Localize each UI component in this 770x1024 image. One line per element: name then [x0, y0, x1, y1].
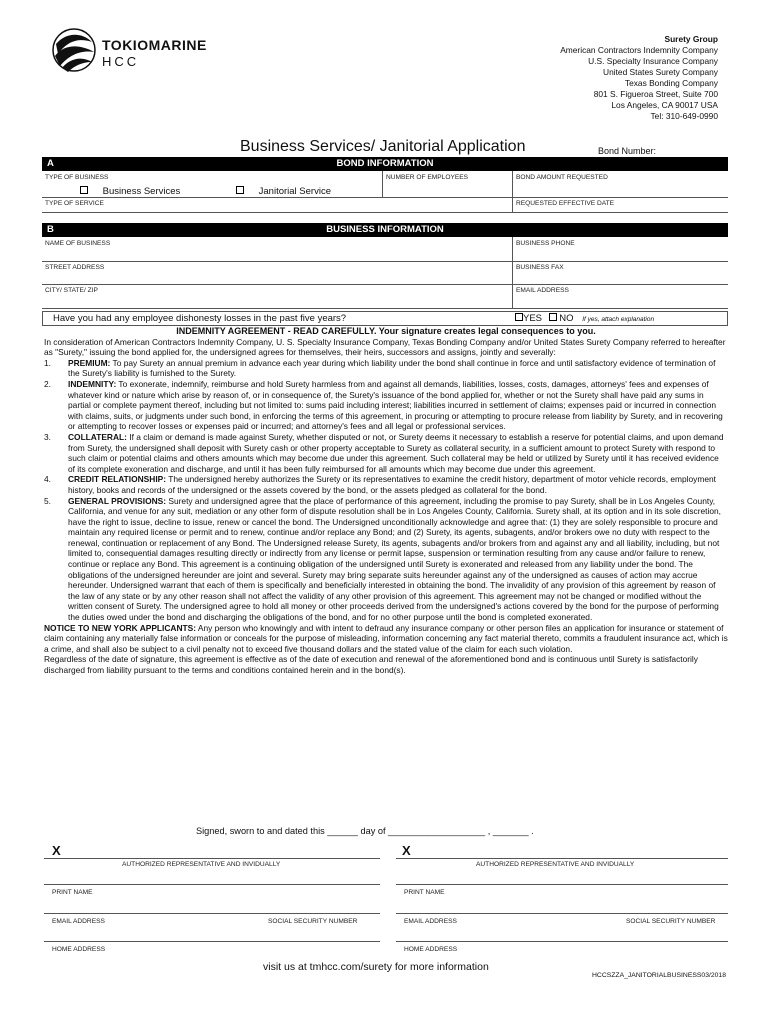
business-information-grid — [42, 237, 728, 309]
website-link[interactable]: visit us at tmhcc.com/surety for more information — [263, 961, 489, 973]
option-label: Janitorial Service — [258, 186, 331, 197]
company-logo — [52, 24, 252, 84]
business-fax-label: BUSINESS FAX — [516, 264, 564, 271]
divider — [512, 171, 513, 212]
email-line[interactable] — [396, 913, 728, 914]
agreement-item: 5. GENERAL PROVISIONS: Surety and undersigned agree that the place of performance of this agreement, including the promise to pay Surety, shall be in Los Angeles County, California, and venue for any suit, mediation or any other form of dispute resolution shall be in Los Angeles County, California. Surety shall, at its option and in its sole discretion, have the right to issue, decline to issue, renew or cancel the bond. The Undersigned unconditionally acknowledge and agree that: (1) they are solely responsible to procure and maintain any required license or permit and to renew, continue and/or replace any Bond; and (2) Surety, its agents, subagents, and/or brokers owe no duty with respect to the renewal, continuation or replacement of any Bond. The Undersigned release Surety, its agents, subagents and/or brokers from and against any and all liability, including, but not limited to, consequential damages resulting directly or indirectly from any license or permit lapse, suspension or termination resulting from any cause and/or failure to renew, continue or replace any Bond. This agreement is a continuing obligation of the undersigned until Surety is exonerated and released from any liability under the bond. The obligations of the undersigned hereunder are joint and several. Surety may bring separate suits hereunder against any of the undersigned as causes of action may accrue hereunder. Undersigned warrant that each of them is specifically and beneficially interested in obtaining the bond. The invalidity of any provision of this agreement by reason of the law of any state or by any other reason shall not affect the validity of any other provision of this agreement. This agreement may not be changed or modified without the written consent of Surety. The undersigned agree to hold all money or other proceeds derived from the undersigned's actions covered by the bond for the purpose of performing the duties owed under the bond and discharging the obligations of the bond, and for no other purpose until the bond is completed exonerated. — [44, 495, 721, 623]
item-title: GENERAL PROVISIONS: — [68, 495, 167, 506]
item-text: To exonerate, indemnify, reimburse and hold Surety harmless from and against all demands, liabilities, losses, costs, damages, attorneys' fees and expenses of whatever kind or nature which arise by reason of, or in consequence of, the Surety's issuance of the bond applied for, whether or not the Surety shall have paid any sums in partial or complete payment thereof, including but not limited to: sums paid including interest; liabilities incurred in settlement of claims; expenses paid or incurred in connection with claims, suits, or judgments under such bond, in enforcing the terms of this agreement, in procuring or attempting to procure release from liability by Surety, and in recovering or attempting to recover losses or expenses paid or incurred; and attorney's fees and all legal or professional services. — [68, 378, 723, 432]
city-state-zip-label: CITY/ STATE/ ZIP — [45, 287, 98, 294]
home-address-label: HOME ADDRESS — [52, 946, 106, 953]
explanation-note: If yes, attach explanation — [582, 316, 655, 323]
email-label: EMAIL ADDRESS — [404, 918, 457, 925]
email-label: EMAIL ADDRESS — [52, 918, 105, 925]
item-title: COLLATERAL: — [68, 431, 127, 442]
divider — [382, 171, 383, 197]
email-address-label: EMAIL ADDRESS — [516, 287, 569, 294]
logo-line-1: TOKIOMARINE — [102, 37, 207, 53]
section-letter: B — [47, 224, 54, 235]
signature-x-mark: X — [402, 843, 411, 858]
item-text: Surety and undersigned agree that the place of performance of this agreement, including the promise to pay Surety, shall be in Los Angeles County, California, and venue for any suit, mediation or any other form of dispute resolution shall be in Los Angeles County, California. Surety shall, at its option and in its sole discretion, have the right to issue, decline to issue, renew or cancel the bond. The Undersigned unconditionally acknowledge and agree that: (1) they are solely responsible to procure and maintain any required license or permit and to renew, continue and/or replace any Bond; and (2) Surety, its agents, subagents, and/or brokers owe no duty with respect to the renewal, continuation or replacement of any Bond. The Undersigned release Surety, its agents, subagents and/or brokers from and against any and all liability, including, but not limited to, consequential damages resulting directly or indirectly from any license or permit lapse, suspension or termination resulting from any cause and/or failure to renew, continue or replace any Bond. This agreement is a continuing obligation of the undersigned until Surety is exonerated and released from any liability under the bond. The obligations of the undersigned hereunder are joint and several. Surety may bring separate suits hereunder against any of the undersigned as causes of action may accrue hereunder. Undersigned warrant that each of them is specifically and beneficially interested in obtaining the bond. The invalidity of any provision of this agreement by reason of the law of any state or by any other reason shall not affect the validity of any other provision of this agreement. This agreement may not be changed or modified without the written consent of Surety. The undersigned agree to hold all money or other proceeds derived from the undersigned's actions covered by the bond for the purpose of performing the duties owed under the bond and discharging the obligations of the bond, and for no other purpose until the bond is completed exonerated. — [68, 495, 721, 623]
company-line: United States Surety Company — [603, 67, 718, 77]
number-of-employees-label: NUMBER OF EMPLOYEES — [386, 174, 469, 181]
bond-number-label: Bond Number: — [598, 146, 657, 156]
print-name-label: PRINT NAME — [52, 889, 93, 896]
effective-date-label: REQUESTED EFFECTIVE DATE — [516, 200, 615, 207]
option-label: Business Services — [102, 186, 181, 197]
new-york-notice — [44, 623, 728, 655]
checkbox-icon[interactable] — [80, 186, 88, 194]
company-address — [560, 34, 718, 122]
business-services-option[interactable] — [80, 186, 180, 197]
agreement-intro: In consideration of American Contractors Indemnity Company, U. S. Specialty Insurance Company, Texas Bonding Company and/or United States Surety Company referred to hereafter as "Surety," issuing the bond applied for, the undersigned agrees for themselves, their heirs, successors and assigns, jointly and severally: — [44, 336, 726, 358]
agreement-heading: INDEMNITY AGREEMENT - READ CAREFULLY. Your signature creates legal consequences to you. — [176, 326, 596, 336]
agreement-item: 2. INDEMNITY: To exonerate, indemnify, reimburse and hold Surety harmless from and against all demands, liabilities, losses, costs, damages, attorneys' fees and expenses of whatever kind or nature which arise by reason of, or in consequence of, the Surety's issuance of the bond applied for, whether or not the Surety shall have paid any sums in partial or complete payment thereof, including but not limited to: sums paid including interest; liabilities incurred in settlement of claims; expenses paid or incurred in connection with claims, suits, or judgments under such bond, in enforcing the terms of this agreement, in procuring or attempting to procure release from liability by Surety, and in recovering or attempting to recover losses or expenses paid or incurred; and attorney's fees and all legal or professional services. — [44, 378, 723, 432]
no-label: NO — [559, 313, 574, 324]
company-line: 801 S. Figueroa Street, Suite 700 — [593, 89, 718, 99]
signature-line[interactable] — [44, 858, 380, 859]
section-title: BOND INFORMATION — [336, 158, 434, 169]
business-name-label: NAME OF BUSINESS — [45, 240, 111, 247]
signature-line[interactable] — [396, 858, 728, 859]
yes-label: YES — [523, 313, 543, 324]
page-title: Business Services/ Janitorial Application — [240, 138, 526, 155]
company-line: U.S. Specialty Insurance Company — [588, 56, 718, 66]
ssn-label: SOCIAL SECURITY NUMBER — [268, 918, 358, 925]
company-line: Los Angeles, CA 90017 USA — [611, 100, 718, 110]
business-phone-label: BUSINESS PHONE — [516, 240, 575, 247]
yes-checkbox-icon[interactable] — [515, 313, 523, 321]
item-text: If a claim or demand is made against Surety, whether disputed or not, or Surety deems it necessary to establish a reserve for potential claims, and upon demand from Surety, the undersigned shall deposit with Surety cash or other property acceptable to Surety as collateral security, in a sufficient amount to protect Surety with respond to such claim or potential claims and others amounts which may become due under this agreement. Such collateral may be held or utilized by Surety until it has received evidence of its complete exoneration and discharge, and until it has been fully reimbursed for all amounts which may become due under this agreement. — [68, 431, 724, 474]
indemnity-agreement — [44, 326, 728, 676]
type-of-business-label: TYPE OF BUSINESS — [45, 174, 109, 181]
yes-no-options — [515, 313, 654, 324]
home-address-line[interactable] — [44, 941, 380, 942]
agreement-items — [44, 358, 728, 623]
ssn-label: SOCIAL SECURITY NUMBER — [626, 918, 716, 925]
item-title: PREMIUM: — [68, 357, 111, 368]
home-address-label: HOME ADDRESS — [404, 946, 458, 953]
divider — [42, 261, 728, 262]
section-b-header — [42, 223, 728, 237]
company-line: Texas Bonding Company — [624, 78, 718, 88]
authorized-rep-label: AUTHORIZED REPRESENTATIVE AND INVIDUALLY — [476, 861, 635, 868]
bond-amount-label: BOND AMOUNT REQUESTED — [516, 174, 608, 181]
ny-notice-title: NOTICE TO NEW YORK APPLICANTS: — [44, 622, 196, 633]
agreement-item: 3. COLLATERAL: If a claim or demand is made against Surety, whether disputed or not, or Surety deems it necessary to establish a reserve for potential claims, and upon demand from Surety, the undersigned shall deposit with Surety cash or other property acceptable to Surety as collateral security, in a sufficient amount to protect Surety with respond to such claim or potential claims and others amounts which may become due under this agreement. Such collateral may be held or utilized by Surety until it has received evidence of its complete exoneration and discharge, and until it has been fully reimbursed for all amounts which may become due under this agreement. — [44, 431, 724, 474]
authorized-rep-label: AUTHORIZED REPRESENTATIVE AND INVIDUALLY — [122, 861, 281, 868]
checkbox-icon[interactable] — [236, 186, 244, 194]
item-text: The undersigned hereby authorizes the Surety or its representatives to examine the credit history, department of motor vehicle records, employment history, books and records of the undersigned or the assets covered by the bond, or the assets pledged as collateral for the bond. — [68, 474, 716, 495]
print-name-label: PRINT NAME — [404, 889, 445, 896]
item-text: To pay Surety an annual premium in advance each year during which liability under the bond shall continue in force and until satisfactory evidence of termination of the Surety's liability is furnished to the Surety. — [68, 357, 716, 379]
company-line: Tel: 310-649-0990 — [650, 111, 718, 121]
section-a-header — [42, 157, 728, 171]
agreement-closing: Regardless of the date of signature, this agreement is effective as of the date of execution and renewal of the aforementioned bond and is continuous until Surety is satisfactorily discharged from liability pursuant to the terms and conditions contained herein and in the bond(s). — [44, 654, 698, 675]
surety-group: Surety Group — [664, 34, 718, 44]
item-title: INDEMNITY: — [68, 378, 117, 389]
form-id: HCCSZZA_JANITORIALBUSINESS03/2018 — [592, 972, 726, 979]
home-address-line[interactable] — [396, 941, 728, 942]
signed-sworn-line: Signed, sworn to and dated this ______ day of ___________________ , _______ . — [196, 826, 534, 836]
divider — [512, 237, 513, 308]
no-checkbox-icon[interactable] — [549, 313, 557, 321]
logo-line-2: HCC — [102, 54, 140, 69]
agreement-item: 1. PREMIUM: To pay Surety an annual premium in advance each year during which liability under the bond shall continue in force and until satisfactory evidence of termination of the Surety's liability is furnished to the Surety. — [44, 357, 716, 379]
ny-notice-text: Any person who knowingly and with intent to defraud any insurance company or other person files an application for insurance or statement of claim containing any materially false information or conceals for the purpose of misleading, information concerning any fact material thereto, commits a fraudulent insurance act, which is a crime, and shall also be subject to a civil penalty not to exceed five thousand dollars and the stated value of the claim for each such violation. — [44, 622, 728, 654]
email-line[interactable] — [44, 913, 380, 914]
company-line: American Contractors Indemnity Company — [560, 45, 718, 55]
janitorial-service-option[interactable] — [236, 186, 331, 197]
bond-information-grid — [42, 171, 728, 213]
agreement-item: 4. CREDIT RELATIONSHIP: The undersigned hereby authorizes the Surety or its representatives to examine the credit history, department of motor vehicle records, employment history, books and records of the undersigned or the assets covered by the bond, or the assets pledged as collateral for the bond. — [44, 474, 716, 495]
tokiomarine-logo-icon — [52, 24, 98, 78]
street-address-label: STREET ADDRESS — [45, 264, 105, 271]
section-letter: A — [47, 158, 54, 169]
type-of-service-label: TYPE OF SERVICE — [45, 200, 104, 207]
item-title: CREDIT RELATIONSHIP: — [68, 474, 167, 485]
dishonesty-losses-question — [42, 311, 728, 326]
section-title: BUSINESS INFORMATION — [326, 224, 444, 235]
print-name-line[interactable] — [44, 884, 380, 885]
question-text: Have you had any employee dishonesty losses in the past five years? — [53, 313, 347, 324]
divider — [42, 197, 728, 198]
print-name-line[interactable] — [396, 884, 728, 885]
divider — [42, 284, 728, 285]
signature-x-mark: X — [52, 843, 61, 858]
